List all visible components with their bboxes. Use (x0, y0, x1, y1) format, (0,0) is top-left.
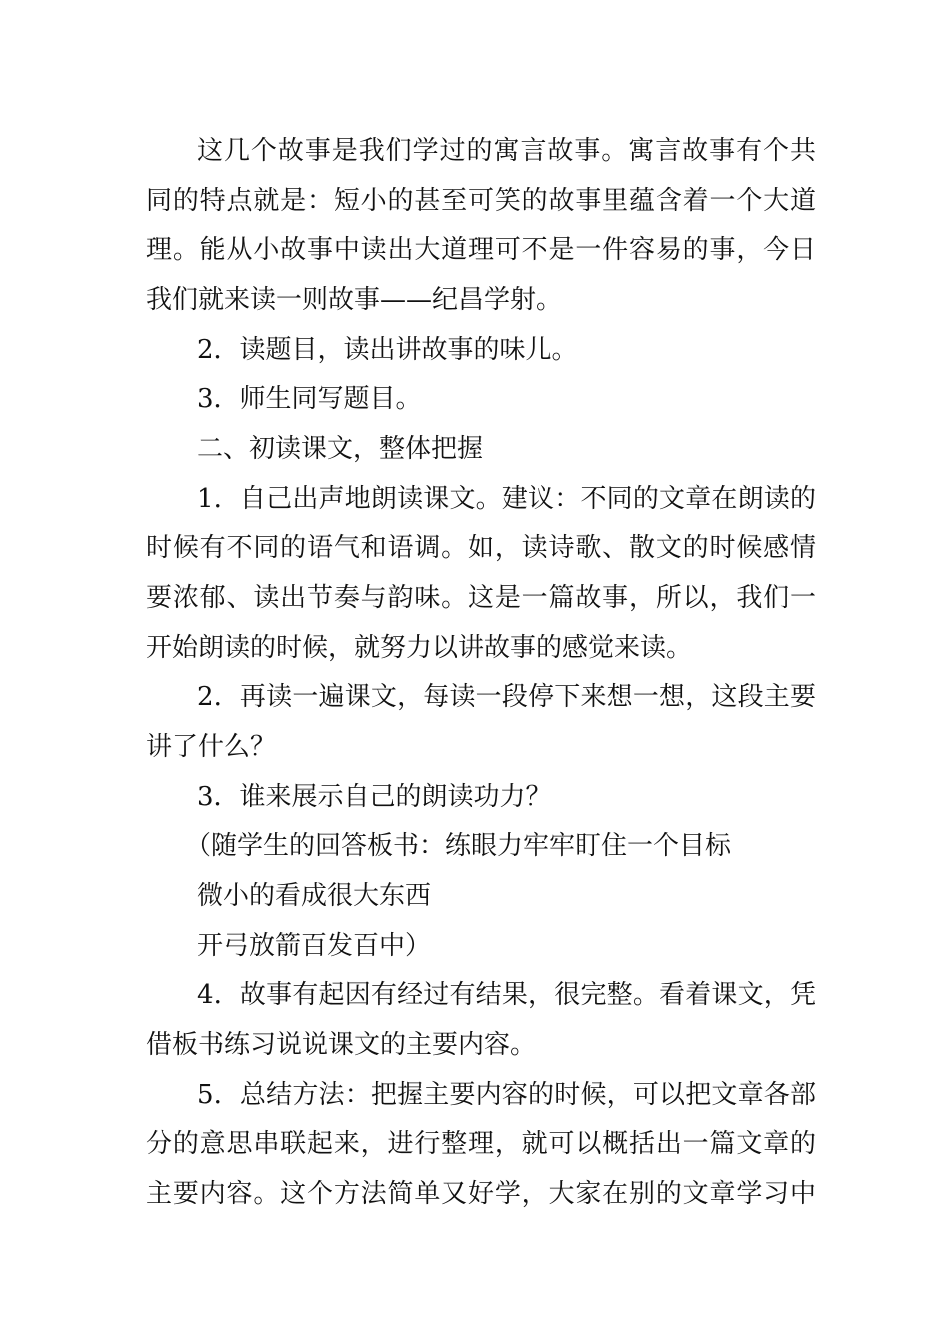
paragraph-line: 讲了什么？ (146, 732, 277, 762)
paragraph-line: 分的意思串联起来，进行整理，就可以概括出一篇文章的 (146, 1129, 816, 1159)
paragraph-line: 5．总结方法：把握主要内容的时候，可以把文章各部 (197, 1080, 816, 1110)
paragraph-line: 3．师生同写题目。 (197, 384, 422, 414)
paragraph-line: 2．再读一遍课文，每读一段停下来想一想，这段主要 (197, 682, 816, 712)
paragraph-line: 4．故事有起因有经过有结果，很完整。看着课文，凭 (197, 980, 816, 1010)
board-note-line: （随学生的回答板书：练眼力牢牢盯住一个目标 (185, 831, 732, 861)
paragraph-line: 开始朗读的时候，就努力以讲故事的感觉来读。 (146, 633, 693, 663)
paragraph-line: 主要内容。这个方法简单又好学，大家在别的文章学习中 (146, 1179, 816, 1209)
paragraph-line: 2．读题目，读出讲故事的味儿。 (197, 335, 578, 365)
board-note-line: 开弓放箭百发百中） (197, 931, 432, 961)
paragraph-line: 要浓郁、读出节奏与韵味。这是一篇故事，所以，我们一 (146, 583, 816, 613)
paragraph-line: 我们就来读一则故事——纪昌学射。 (146, 285, 563, 315)
paragraph-line: 理。能从小故事中读出大道理可不是一件容易的事，今日 (146, 235, 816, 265)
section-heading: 二、初读课文，整体把握 (197, 434, 484, 464)
paragraph-line: 这几个故事是我们学过的寓言故事。寓言故事有个共 (197, 136, 816, 166)
paragraph-line: 时候有不同的语气和语调。如，读诗歌、散文的时候感情 (146, 533, 816, 563)
paragraph-line: 1．自己出声地朗读课文。建议：不同的文章在朗读的 (197, 484, 816, 514)
paragraph-line: 3．谁来展示自己的朗读功力？ (197, 782, 552, 812)
board-note-line: 微小的看成很大东西 (197, 881, 432, 911)
paragraph-line: 借板书练习说说课文的主要内容。 (146, 1030, 537, 1060)
paragraph-line: 同的特点就是：短小的甚至可笑的故事里蕴含着一个大道 (146, 186, 816, 216)
